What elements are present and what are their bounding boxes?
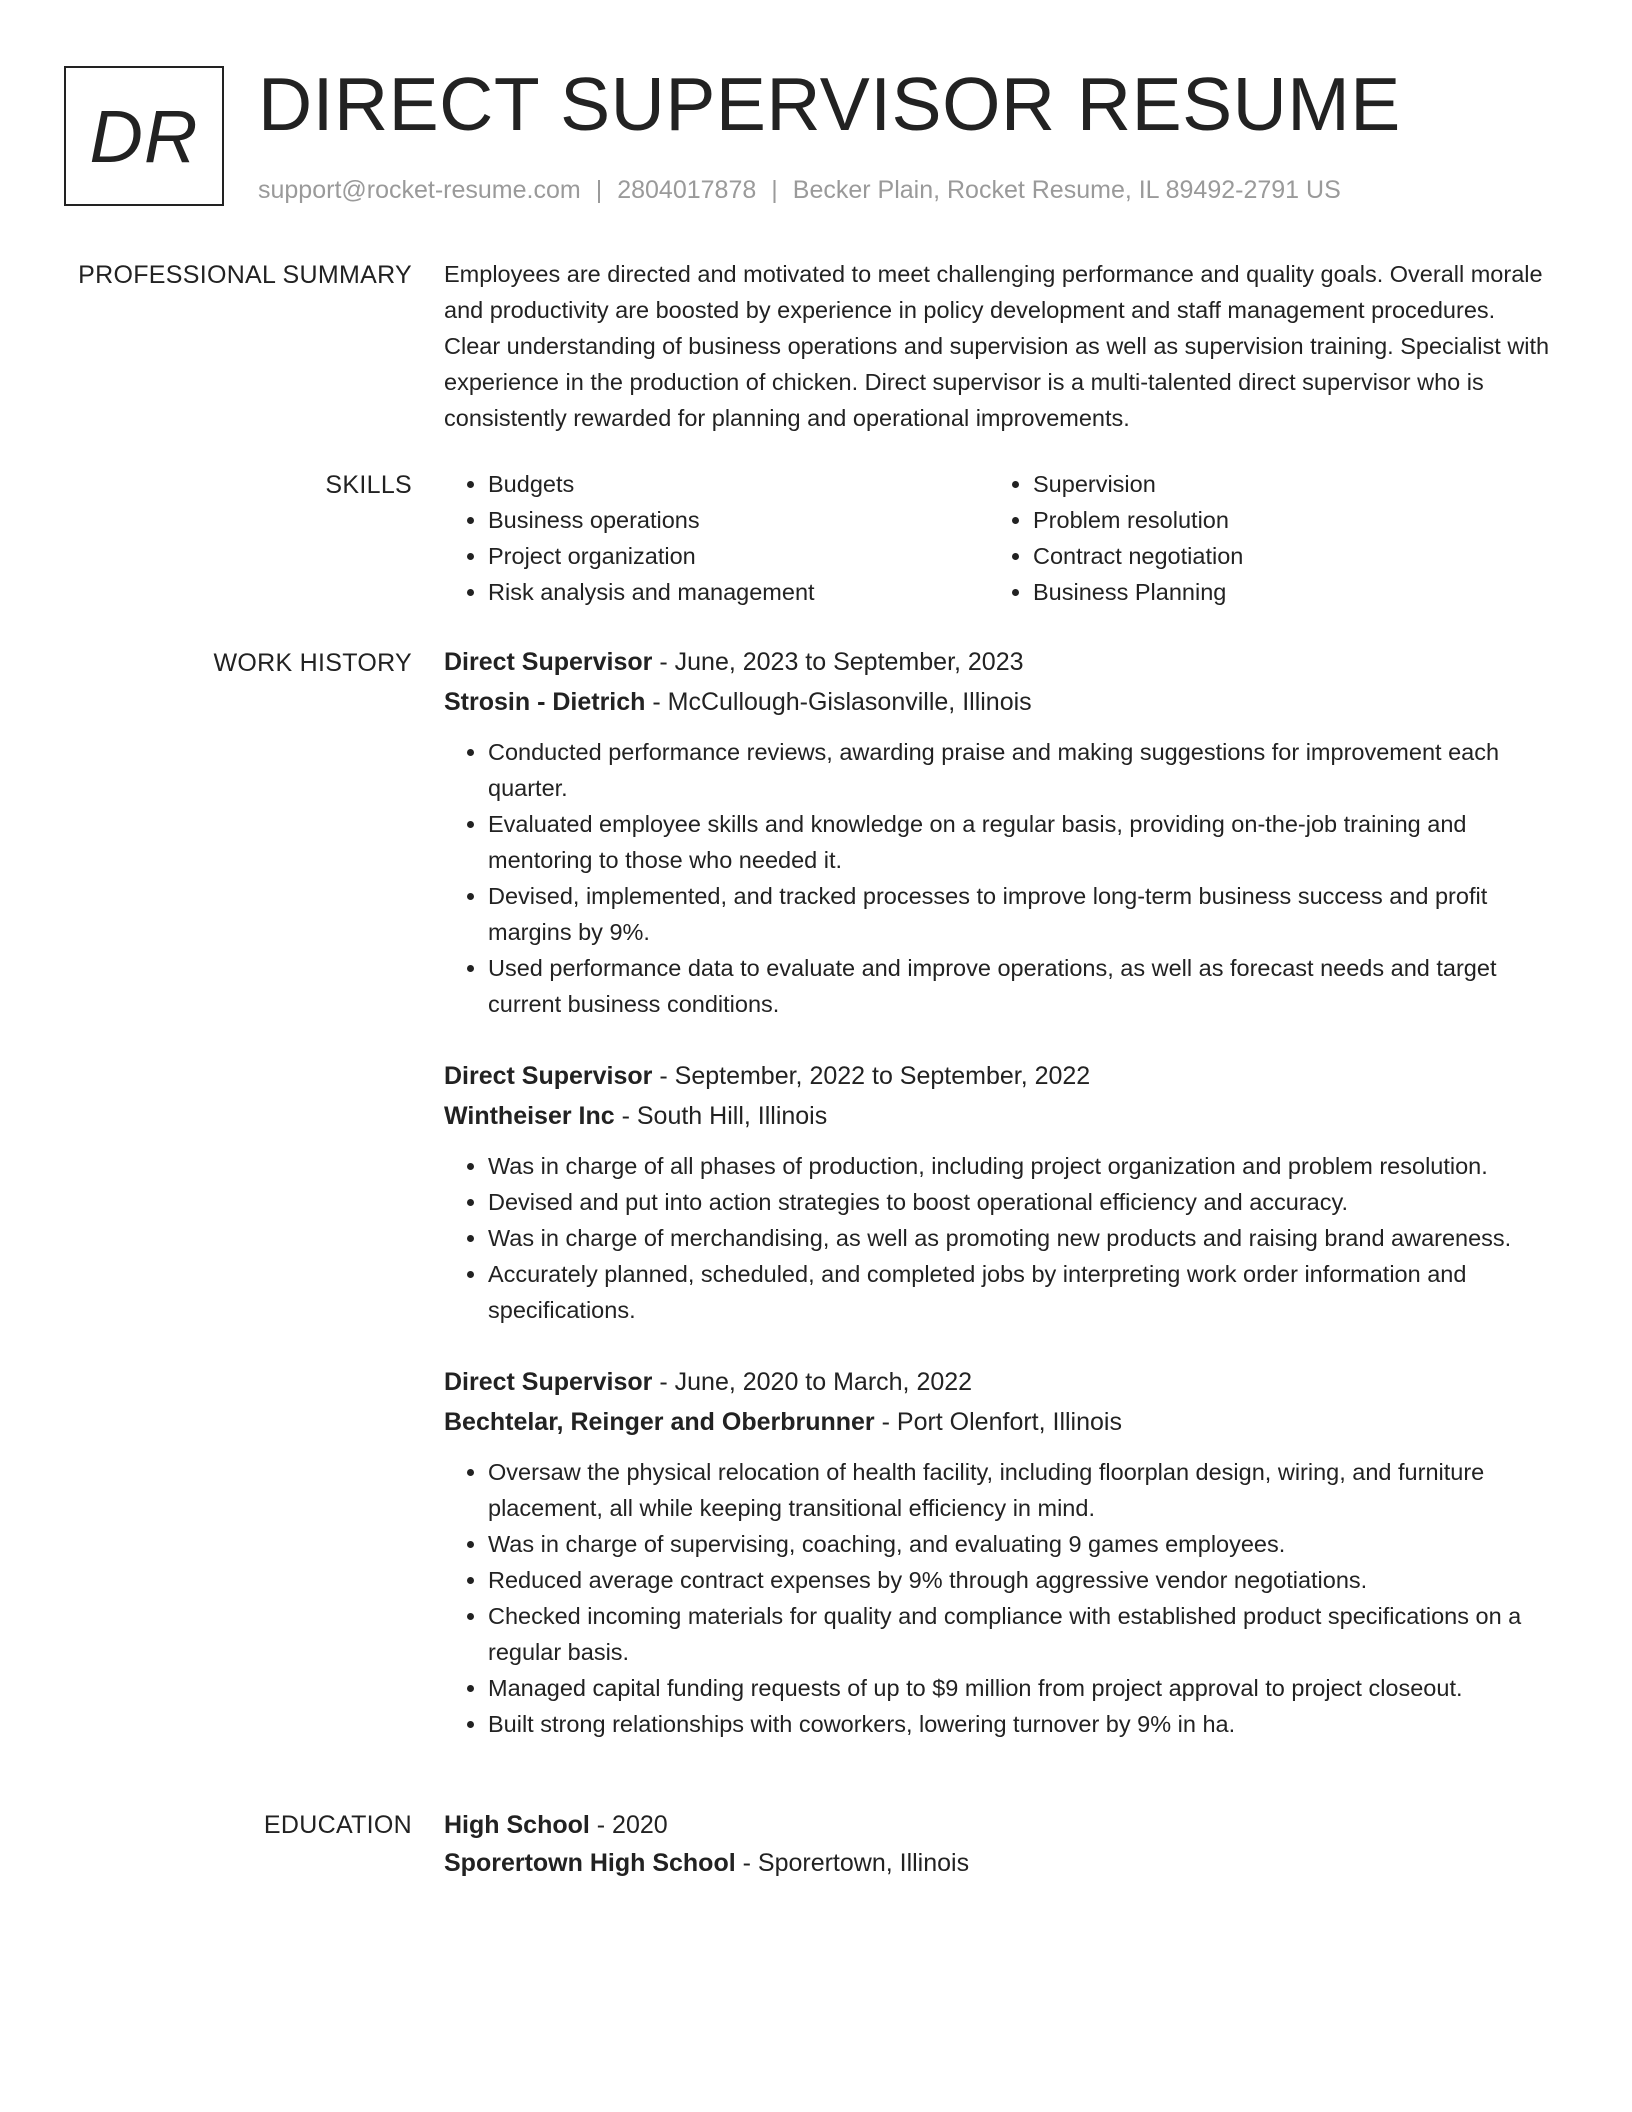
- job-bullet: • Built strong relationships with coworkers, lowering turnover by 9% in ha.: [488, 1706, 1554, 1742]
- job-bullet: • Was in charge of merchandising, as well as promoting new products and raising brand awareness.: [488, 1220, 1554, 1256]
- job-location: - South Hill, Illinois: [614, 1102, 828, 1130]
- job-company-line: [444, 1096, 1554, 1136]
- education-degree: High School: [444, 1811, 590, 1839]
- skill-item: • Risk analysis and management: [488, 574, 989, 610]
- skills-section: [0, 466, 1632, 610]
- job-bullet: • Was in charge of all phases of production, including project organization and problem resolution.: [488, 1148, 1554, 1184]
- job-location: - McCullough-Gislasonville, Illinois: [645, 688, 1032, 716]
- monogram-box: [64, 66, 224, 206]
- skill-item: • Project organization: [488, 538, 989, 574]
- skills-list-right: [989, 466, 1534, 610]
- job-bullet: • Reduced average contract expenses by 9% through aggressive vendor negotiations.: [488, 1562, 1554, 1598]
- job-bullets: [444, 1148, 1554, 1328]
- skill-item: • Problem resolution: [1033, 502, 1534, 538]
- job-bullets: [444, 1454, 1554, 1742]
- job-entry: [444, 1056, 1554, 1328]
- job-bullet: • Checked incoming materials for quality and compliance with established product specifications on a regular basis.: [488, 1598, 1554, 1670]
- job-location: - Port Olenfort, Illinois: [874, 1408, 1122, 1436]
- contact-separator: |: [595, 176, 603, 204]
- education-degree-line: [444, 1806, 1554, 1844]
- monogram-initials: DR: [89, 94, 199, 178]
- skills-list-left: [444, 466, 989, 610]
- education-year: - 2020: [589, 1811, 668, 1839]
- job-title-line: [444, 642, 1554, 682]
- job-bullet: • Accurately planned, scheduled, and completed jobs by interpreting work order information and specifications.: [488, 1256, 1554, 1328]
- contact-email: support@rocket-resume.com: [258, 176, 581, 204]
- summary-text: Employees are directed and motivated to meet challenging performance and quality goals. Overall morale and productivity are boosted by experience in policy development and staff management procedures. Clear understanding of business operations and supervision as well as supervision training. Specialist with experience in the production of chicken. Direct supervisor is a multi-talented direct supervisor who is consistently rewarded for planning and operational improvements.: [444, 261, 1550, 431]
- education-location: - Sporertown, Illinois: [735, 1849, 970, 1877]
- job-title: Direct Supervisor: [444, 1368, 653, 1396]
- skill-item: • Business operations: [488, 502, 989, 538]
- education-section: [0, 1806, 1632, 1882]
- job-company-line: [444, 682, 1554, 722]
- work-history-heading: WORK HISTORY: [213, 649, 412, 677]
- job-entry: [444, 642, 1554, 1022]
- skill-item: • Contract negotiation: [1033, 538, 1534, 574]
- education-school: Sporertown High School: [444, 1849, 736, 1877]
- job-company: Bechtelar, Reinger and Oberbrunner: [444, 1408, 875, 1436]
- job-bullet: • Oversaw the physical relocation of health facility, including floorplan design, wiring, and furniture placement, all while keeping transitional efficiency in mind.: [488, 1454, 1554, 1526]
- job-title: Direct Supervisor: [444, 648, 653, 676]
- work-history-section: [0, 642, 1632, 1776]
- job-title: Direct Supervisor: [444, 1062, 653, 1090]
- job-bullet: • Used performance data to evaluate and improve operations, as well as forecast needs and target current business conditions.: [488, 950, 1554, 1022]
- job-bullet: • Conducted performance reviews, awarding praise and making suggestions for improvement each quarter.: [488, 734, 1554, 806]
- contact-separator: |: [771, 176, 778, 204]
- job-title-line: [444, 1056, 1554, 1096]
- skill-item: • Supervision: [1033, 466, 1534, 502]
- job-company: Wintheiser Inc: [444, 1102, 615, 1130]
- job-company: Strosin - Dietrich: [444, 688, 646, 716]
- job-bullet: • Evaluated employee skills and knowledge on a regular basis, providing on-the-job training and mentoring to those who needed it.: [488, 806, 1554, 878]
- contact-phone: 2804017878: [617, 176, 757, 204]
- job-bullet: • Devised and put into action strategies to boost operational efficiency and accuracy.: [488, 1184, 1554, 1220]
- job-dates: - June, 2020 to March, 2022: [652, 1368, 973, 1396]
- job-title-line: [444, 1362, 1554, 1402]
- skill-item: • Budgets: [488, 466, 989, 502]
- education-school-line: [444, 1844, 1554, 1882]
- skill-item: • Business Planning: [1033, 574, 1534, 610]
- summary-heading: PROFESSIONAL SUMMARY: [78, 261, 412, 289]
- job-dates: - June, 2023 to September, 2023: [652, 648, 1024, 676]
- summary-section: [0, 256, 1632, 436]
- resume-title: DIRECT SUPERVISOR RESUME: [258, 62, 1401, 146]
- job-bullets: [444, 734, 1554, 1022]
- contact-line: [258, 170, 1341, 210]
- contact-address: Becker Plain, Rocket Resume, IL 89492-2791 US: [792, 176, 1341, 204]
- job-entry: [444, 1362, 1554, 1742]
- job-company-line: [444, 1402, 1554, 1442]
- skills-heading: SKILLS: [325, 471, 412, 499]
- job-bullet: • Devised, implemented, and tracked processes to improve long-term business success and profit margins by 9%.: [488, 878, 1554, 950]
- job-dates: - September, 2022 to September, 2022: [652, 1062, 1091, 1090]
- job-bullet: • Was in charge of supervising, coaching, and evaluating 9 games employees.: [488, 1526, 1554, 1562]
- education-heading: EDUCATION: [263, 1811, 412, 1839]
- job-bullet: • Managed capital funding requests of up to $9 million from project approval to project closeout.: [488, 1670, 1554, 1706]
